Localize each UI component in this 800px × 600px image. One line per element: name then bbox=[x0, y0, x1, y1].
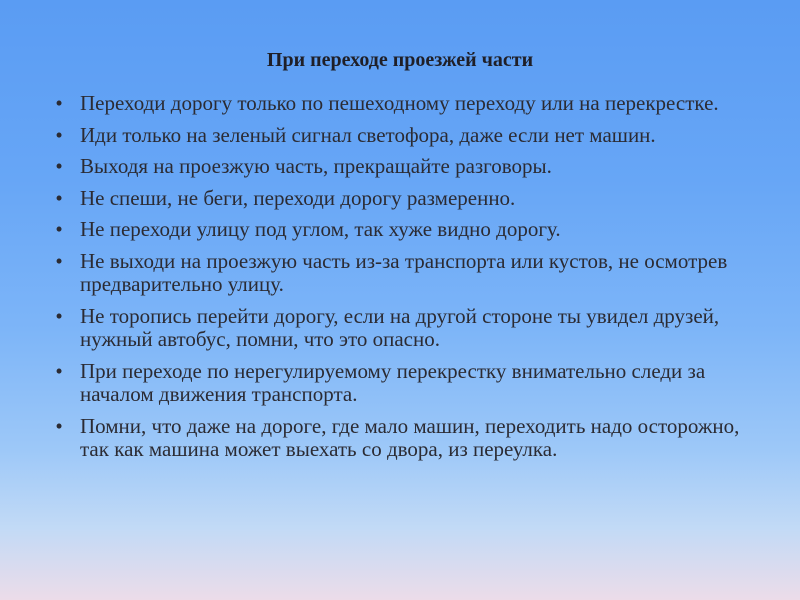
rule-text: Не спеши, не беги, переходи дорогу размеренно. bbox=[80, 185, 516, 210]
rule-item bbox=[50, 92, 750, 116]
rule-text: Иди только на зеленый сигнал светофора, даже если нет машин. bbox=[80, 122, 656, 147]
bullet-icon: • bbox=[55, 248, 63, 273]
rule-text: При переходе по нерегулируемому перекрестку внимательно следи за началом движения транспорта. bbox=[80, 358, 706, 406]
bullet-icon: • bbox=[55, 217, 63, 241]
bullet-icon: • bbox=[55, 122, 63, 147]
rules-list bbox=[50, 92, 750, 470]
rule-item bbox=[50, 415, 750, 462]
slide-title: При переходе проезжей части bbox=[266, 49, 534, 71]
rule-item bbox=[50, 250, 750, 297]
bullet-icon: • bbox=[55, 413, 63, 438]
rule-item bbox=[50, 360, 750, 407]
rule-text: Не выходи на проезжую часть из-за транспорта или кустов, не осмотрев предварительно улицу. bbox=[80, 248, 728, 296]
rule-text: Выходя на проезжую часть, прекращайте разговоры. bbox=[80, 154, 552, 178]
rule-item bbox=[50, 124, 750, 148]
bullet-icon: • bbox=[55, 303, 63, 328]
rule-text: Не торопись перейти дорогу, если на другой стороне ты увидел друзей, нужный автобус, помни, что это опасно. bbox=[80, 303, 720, 351]
rule-item bbox=[50, 305, 750, 352]
bullet-icon: • bbox=[55, 185, 63, 210]
rule-item bbox=[50, 218, 750, 242]
rule-text: Помни, что даже на дороге, где мало машин, переходить надо осторожно, так как машина может выехать со двора, из переулка. bbox=[80, 413, 740, 461]
bullet-icon: • bbox=[55, 91, 63, 115]
bullet-icon: • bbox=[55, 154, 63, 178]
rule-text: Переходи дорогу только по пешеходному переходу или на перекрестке. bbox=[80, 91, 719, 115]
bullet-icon: • bbox=[55, 358, 63, 383]
rule-text: Не переходи улицу под углом, так хуже видно дорогу. bbox=[80, 217, 561, 241]
rule-item bbox=[50, 155, 750, 179]
rule-item bbox=[50, 187, 750, 211]
